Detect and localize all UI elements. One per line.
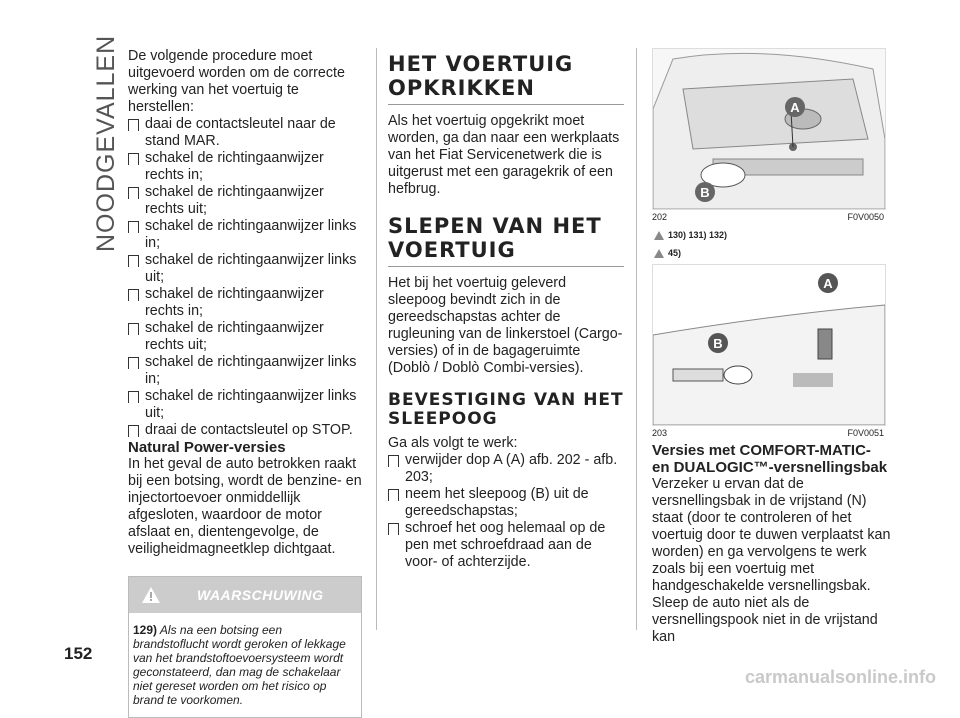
warning-header [129, 577, 361, 613]
list-item [128, 116, 364, 150]
list-item [128, 150, 364, 184]
callout-b-label: B [713, 336, 723, 351]
figure-number: 203 [652, 428, 668, 438]
list-item [388, 520, 624, 571]
figure-203-caption [652, 428, 884, 438]
list-item [128, 218, 364, 252]
warning-title: WAARSCHUWING [197, 586, 324, 603]
column-3-text [652, 442, 892, 646]
list-item-text: schakel de richtingaanwijzer links uit; [145, 252, 357, 285]
figure-number: 202 [652, 212, 668, 222]
bullet-icon [128, 391, 139, 403]
list-item [128, 388, 364, 422]
bullet-icon [128, 187, 139, 199]
bullet-icon [388, 489, 399, 501]
list-item [128, 354, 364, 388]
bullet-icon [128, 255, 139, 267]
heading-jacking: HET VOERTUIG OPKRIKKEN [388, 52, 624, 105]
column-divider [636, 48, 637, 630]
list-item-text: schakel de richtingaanwijzer rechts in; [145, 286, 324, 319]
car-front-illustration [653, 49, 885, 209]
list-item-text: verwijder dop A (A) afb. 202 - afb. 203; [405, 452, 618, 485]
warning-triangle-icon [141, 586, 161, 604]
list-item-text: schakel de richtingaanwijzer rechts in; [145, 150, 324, 183]
warning-icon [654, 231, 664, 240]
list-item-text: schakel de richtingaanwijzer rechts uit; [145, 320, 324, 353]
intro-paragraph: Ga als volgt te werk: [388, 435, 518, 451]
warning-box [128, 576, 362, 718]
procedure-list [388, 452, 624, 571]
bullet-icon [128, 119, 139, 131]
paragraph: Als het voertuig opgekrikt moet worden, ga dan naar een werkplaats van het Fiat Servicenetwerk die is uitgerust met een garagekrik of een hefbrug. [388, 113, 620, 197]
list-item-text: schakel de richtingaanwijzer links in; [145, 218, 357, 251]
list-item [388, 486, 624, 520]
page-number: 152 [64, 644, 93, 663]
subheading: Natural Power-versies [128, 439, 286, 456]
list-item-text: schakel de richtingaanwijzer links in; [145, 354, 357, 387]
callout-a-label: A [823, 276, 833, 291]
car-rear-illustration [653, 265, 885, 425]
list-item-text: draai de contactsleutel op STOP. [145, 422, 353, 438]
heading-tow-eye: BEVESTIGING VAN HET SLEEPOOG [388, 390, 624, 429]
intro-paragraph: De volgende procedure moet uitgevoerd worden om de correcte werking van het voertuig te herstellen: [128, 48, 345, 115]
bullet-icon [128, 323, 139, 335]
bullet-icon [388, 523, 399, 535]
warning-body [129, 613, 361, 717]
list-item [128, 184, 364, 218]
figure-203 [652, 264, 886, 426]
caution-icon [654, 249, 664, 258]
section-side-tab: NOODGEVALLEN [92, 34, 120, 252]
column-divider [376, 48, 377, 630]
paragraph: In het geval de auto betrokken raakt bij een botsing, wordt de benzine- en injectortoevoer onmiddellijk afgesloten, waardoor de motor afslaat en, dientengevolge, de veiligheidmagneetklep dichtgaat. [128, 456, 362, 557]
list-item-text: daai de contactsleutel naar de stand MAR. [145, 116, 336, 149]
list-item [388, 452, 624, 486]
list-item-text: schakel de richtingaanwijzer links uit; [145, 388, 357, 421]
list-item [128, 320, 364, 354]
figure-code: F0V0050 [847, 212, 884, 222]
paragraph: Sleep de auto niet als de versnellingspook niet in de vrijstand kan [652, 595, 878, 645]
paragraph: Verzeker u ervan dat de versnellingsbak in de vrijstand (N) staat (door te controleren of het voertuig door te duwen verplaatst kan worden) en ga vervolgens te werk zoals bij een voertuig met handgeschakelde versnellingsbak. [652, 476, 891, 594]
list-item [128, 422, 364, 439]
procedure-list [128, 116, 364, 439]
bullet-icon [388, 455, 399, 467]
list-item [128, 286, 364, 320]
tow-cover [818, 329, 832, 359]
column-2 [388, 52, 624, 571]
list-item [128, 252, 364, 286]
watermark: carmanualsonline.info [744, 667, 936, 687]
figure-202-caption [652, 212, 884, 222]
figure-202 [652, 48, 886, 210]
heading-towing: SLEPEN VAN HET VOERTUIG [388, 214, 624, 267]
warning-reference: 130) 131) 132) [654, 230, 727, 240]
caution-reference: 45) [654, 248, 681, 258]
paragraph: Het bij het voertuig geleverd sleepoog bevindt zich in de gereedschapstas achter de rugleuning van de linkerstoel (Cargo-versies) of in de bagageruimte (Doblò / Doblò Combi-versies). [388, 275, 623, 376]
callout-a-label: A [790, 100, 800, 115]
list-item-text: schroef het oog helemaal op de pen met schroefdraad aan de voor- of achterzijde. [405, 520, 606, 570]
column-1 [128, 48, 364, 718]
figure-code: F0V0051 [847, 428, 884, 438]
warning-text: Als na een botsing een brandstoflucht wordt geroken of lekkage van het brandstoftoevoersysteem wordt geconstateerd, dan mag de schakelaar niet gereset worden om het risico op brand te voorkomen. [133, 623, 346, 707]
bullet-icon [128, 357, 139, 369]
bullet-icon [128, 289, 139, 301]
subheading: Versies met COMFORT-MATIC- en DUALOGIC™-versnellingsbak [652, 442, 888, 476]
callout-b-label: B [700, 185, 710, 200]
bullet-icon [128, 221, 139, 233]
list-item-text: schakel de richtingaanwijzer rechts uit; [145, 184, 324, 217]
warning-number: 129) [133, 623, 158, 637]
bullet-icon [128, 153, 139, 165]
list-item-text: neem het sleepoog (B) uit de gereedschapstas; [405, 486, 589, 519]
bullet-icon [128, 425, 139, 437]
